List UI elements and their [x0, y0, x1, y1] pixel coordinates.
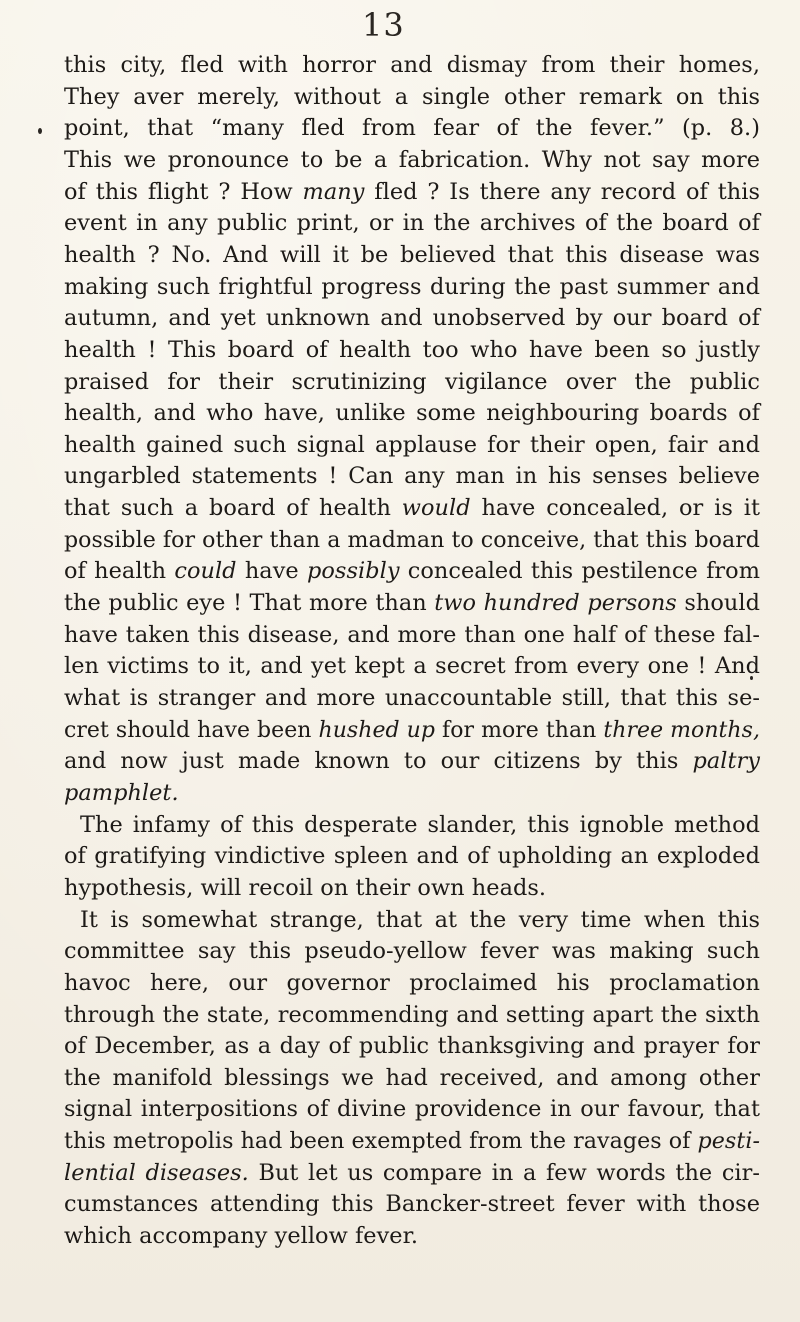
text-segment: They aver merely, without a single other remark on this	[64, 83, 760, 110]
text-segment: have taken this disease, and more than one half of these fal-	[64, 621, 760, 648]
text-line	[64, 242, 760, 268]
text-line	[64, 653, 760, 679]
text-segment: concealed this pestilence from	[399, 558, 760, 585]
text-segment: that such a board of health	[64, 495, 402, 522]
text-segment: of health	[64, 558, 175, 585]
text-segment: But let us compare in a few words the cir-	[248, 1159, 760, 1186]
text-segment: through the state, recommending and setting apart the sixth	[64, 1001, 760, 1028]
text-line	[64, 1033, 760, 1059]
text-segment: health gained such signal applause for their open, fair and	[64, 431, 760, 458]
text-segment: fled ? Is there any record of this	[364, 178, 761, 205]
text-line	[64, 717, 760, 743]
text-line	[64, 748, 760, 774]
text-segment: this city, fled with horror and dismay from their homes,	[64, 52, 760, 78]
text-segment: committee say this pseudo-yellow fever was making such	[64, 938, 760, 965]
text-line	[64, 970, 760, 996]
text-segment: event in any public print, or in the archives of the board of	[64, 210, 760, 237]
text-segment: hypothesis, will recoil on their own heads.	[64, 874, 547, 901]
text-line	[64, 84, 760, 110]
text-line	[64, 463, 760, 489]
italic-text: would	[401, 495, 471, 522]
text-segment: which accompany yellow fever.	[64, 1223, 419, 1250]
text-segment: point, that “many fled from fear of the fever.” (p. 8.)	[64, 115, 760, 142]
text-segment: for more than	[434, 716, 604, 743]
text-segment: have concealed, or is it	[470, 495, 760, 522]
text-line	[64, 1191, 760, 1217]
text-line	[64, 1223, 418, 1249]
italic-text: hushed up	[318, 716, 435, 743]
italic-text: paltry	[692, 748, 760, 775]
italic-text: two hundred persons	[434, 590, 677, 617]
text-line	[64, 590, 760, 616]
text-line	[64, 115, 760, 141]
italic-text: pesti-	[697, 1128, 760, 1155]
text-line	[64, 685, 760, 711]
text-segment: health ? No. And will it be believed that this disease was	[64, 241, 760, 268]
text-line	[64, 400, 760, 426]
text-segment: of December, as a day of public thanksgiving and prayer for	[64, 1033, 760, 1060]
text-line	[64, 1128, 760, 1154]
text-line	[64, 875, 546, 901]
text-segment: and now just made known to our citizens by this	[64, 748, 693, 775]
text-line	[64, 780, 179, 806]
text-segment: possible for other than a madman to conceive, that this board	[64, 526, 760, 553]
text-segment: should	[676, 590, 760, 617]
italic-text: lential diseases.	[64, 1159, 249, 1186]
text-line	[64, 52, 760, 78]
text-line	[64, 495, 760, 521]
italic-text: possibly	[307, 558, 400, 585]
text-segment: havoc here, our governor proclaimed his proclamation	[64, 969, 760, 996]
text-line	[64, 369, 760, 395]
text-segment: signal interpositions of divine providence in our favour, that	[64, 1096, 760, 1123]
text-segment: this metropolis had been exempted from the ravages of	[64, 1128, 698, 1155]
text-line	[64, 274, 760, 300]
text-segment: the manifold blessings we had received, and among other	[64, 1064, 760, 1091]
italic-text: could	[174, 558, 237, 585]
text-line	[64, 1002, 760, 1028]
text-line	[80, 907, 760, 933]
text-segment: making such frightful progress during the past summer and	[64, 273, 760, 300]
italic-text: many	[302, 178, 365, 205]
page-number: 13	[362, 6, 405, 44]
italic-text: pamphlet.	[64, 779, 179, 806]
text-line	[64, 337, 760, 363]
text-segment: len victims to it, and yet kept a secret from every one ! And	[64, 653, 760, 680]
text-segment: health, and who have, unlike some neighbouring boards of	[64, 400, 760, 427]
text-line	[64, 843, 760, 869]
text-segment: cret should have been	[64, 716, 319, 743]
text-segment: autumn, and yet unknown and unobserved by our board of	[64, 305, 760, 332]
text-line	[64, 527, 760, 553]
text-line	[64, 1160, 760, 1186]
text-segment: have	[236, 558, 308, 585]
text-line	[64, 147, 760, 173]
text-segment: It is somewhat strange, that at the very time when this	[80, 906, 760, 933]
text-line	[80, 812, 760, 838]
text-line	[64, 210, 760, 236]
ink-speck	[38, 128, 42, 134]
text-segment: cumstances attending this Bancker-street fever with those	[64, 1191, 760, 1218]
text-segment: ungarbled statements ! Can any man in his senses believe	[64, 463, 760, 490]
text-segment: what is stranger and more unaccountable still, that this se-	[64, 685, 760, 711]
text-segment: praised for their scrutinizing vigilance over the public	[64, 368, 760, 395]
text-line	[64, 305, 760, 331]
text-line	[64, 938, 760, 964]
italic-text: three months,	[603, 716, 760, 743]
text-segment: This we pronounce to be a fabrication. Why not say more	[64, 146, 760, 173]
text-line	[64, 558, 760, 584]
text-segment: health ! This board of health too who have been so justly	[64, 336, 760, 363]
text-line	[64, 432, 760, 458]
text-segment: The infamy of this desperate slander, this ignoble method	[80, 811, 760, 838]
text-line	[64, 1096, 760, 1122]
text-line	[64, 622, 760, 648]
text-segment: the public eye ! That more than	[64, 590, 435, 617]
text-segment: of this flight ? How	[64, 178, 303, 205]
text-line	[64, 179, 760, 205]
text-line	[64, 1065, 760, 1091]
text-segment: of gratifying vindictive spleen and of upholding an exploded	[64, 843, 760, 870]
